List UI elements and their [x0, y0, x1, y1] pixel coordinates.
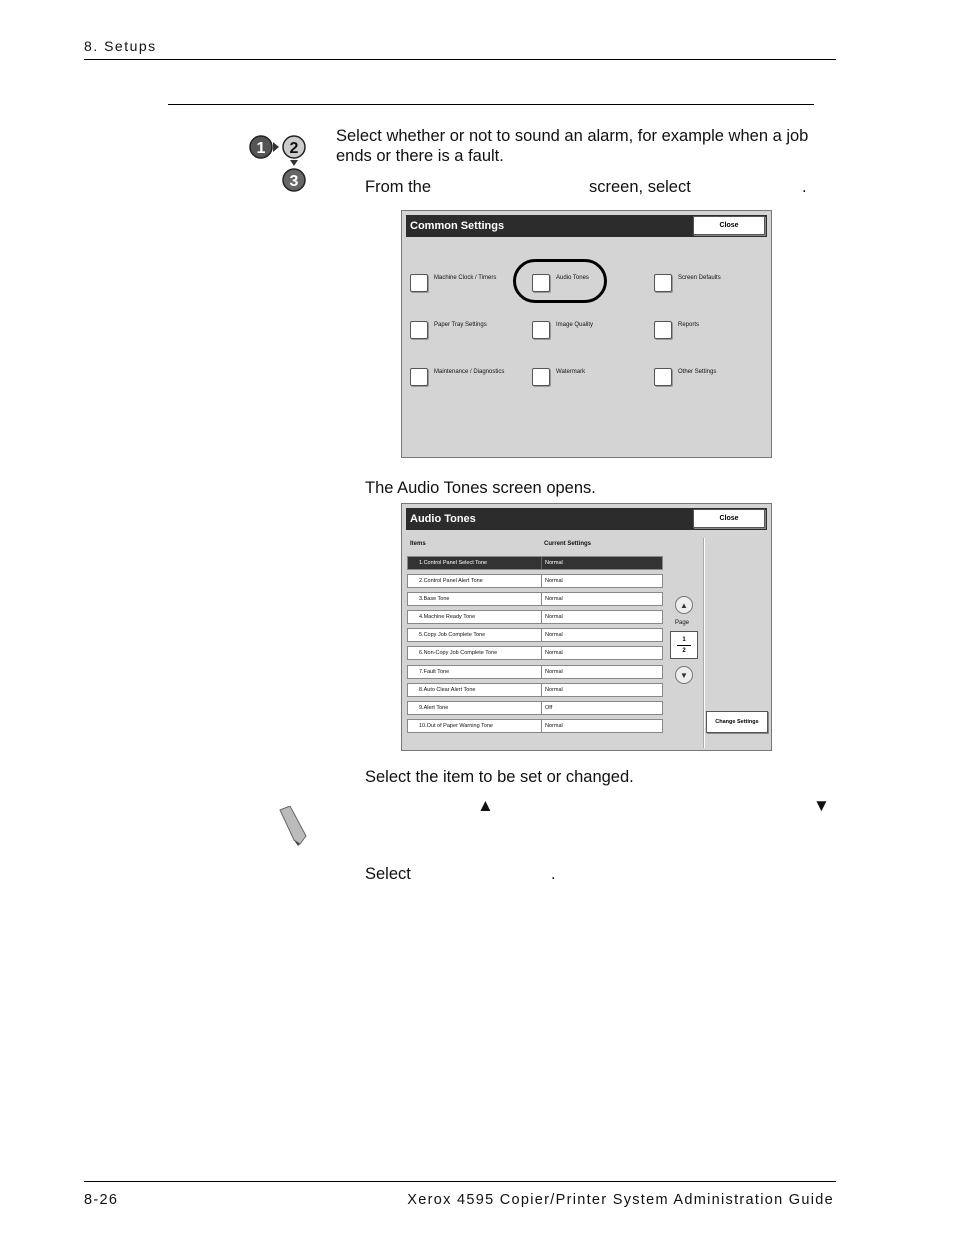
- footer-rule: [84, 1181, 836, 1182]
- total-pages: 2: [682, 647, 686, 654]
- step2-text: The Audio Tones screen opens.: [365, 479, 596, 497]
- guide-title: Xerox 4595 Copier/Printer System Administration Guide: [407, 1192, 834, 1208]
- step1-period: .: [802, 178, 807, 196]
- svg-text:2: 2: [289, 140, 299, 157]
- intro-line-2: ends or there is a fault.: [336, 147, 504, 165]
- common-settings-screen: [401, 210, 772, 458]
- close-button[interactable]: Close: [693, 509, 765, 528]
- running-header: 8. Setups: [84, 38, 157, 54]
- header-rule: [84, 59, 836, 60]
- current-page: 1: [682, 636, 686, 643]
- maintenance-diagnostics-button[interactable]: Maintenance / Diagnostics: [410, 366, 504, 386]
- table-row[interactable]: 9.Alert Tone Off: [407, 701, 663, 715]
- checkbox-icon: [654, 274, 672, 292]
- other-settings-button[interactable]: Other Settings: [654, 366, 716, 386]
- section-rule: [168, 104, 814, 105]
- checkbox-icon: [410, 274, 428, 292]
- up-arrow-icon: ▲: [477, 796, 494, 815]
- current-settings-column-header: Current Settings: [544, 541, 592, 547]
- step4-period: .: [551, 865, 556, 883]
- table-row[interactable]: 7.Fault Tone Normal: [407, 665, 663, 679]
- chevron-up-icon: ▲: [680, 600, 688, 610]
- checkbox-icon: [532, 368, 550, 386]
- image-quality-button[interactable]: Image Quality: [532, 319, 593, 339]
- page-indicator: [670, 631, 698, 659]
- intro-line-1: Select whether or not to sound an alarm, for example when a job: [336, 127, 809, 145]
- page-number: 8-26: [84, 1192, 119, 1208]
- watermark-button[interactable]: Watermark: [532, 366, 585, 386]
- close-button[interactable]: Close: [693, 216, 765, 235]
- panel-divider: [703, 538, 705, 748]
- table-row[interactable]: 1.Control Panel Select Tone Normal: [407, 556, 663, 570]
- step1-from-text: From the: [365, 178, 432, 196]
- table-row[interactable]: 4.Machine Ready Tone Normal: [407, 610, 663, 624]
- note-pencil-icon: [276, 806, 310, 846]
- svg-text:1: 1: [256, 140, 266, 157]
- step4-select-text: Select: [365, 865, 411, 883]
- table-row[interactable]: 10.Out of Paper Warning Tone Normal: [407, 719, 663, 733]
- scroll-down-button[interactable]: [675, 666, 693, 684]
- change-settings-button[interactable]: Change Settings: [706, 711, 768, 733]
- table-row[interactable]: 6.Non-Copy Job Complete Tone Normal: [407, 646, 663, 660]
- steps-icon: [248, 132, 310, 194]
- step3-text: Select the item to be set or changed.: [365, 768, 634, 786]
- items-column-header: Items: [410, 541, 426, 547]
- screen-defaults-button[interactable]: Screen Defaults: [654, 272, 721, 292]
- checkbox-icon: [410, 321, 428, 339]
- table-row[interactable]: 3.Base Tone Normal: [407, 592, 663, 606]
- table-row[interactable]: 2.Control Panel Alert Tone Normal: [407, 574, 663, 588]
- audio-tones-screen: [401, 503, 772, 751]
- common-settings-title: Common Settings: [406, 215, 767, 237]
- checkbox-icon: [654, 321, 672, 339]
- checkbox-icon: [410, 368, 428, 386]
- table-row[interactable]: 5.Copy Job Complete Tone Normal: [407, 628, 663, 642]
- step1-screen-text: screen, select: [589, 178, 691, 196]
- checkbox-icon: [654, 368, 672, 386]
- audio-tones-button[interactable]: Audio Tones: [532, 272, 589, 292]
- audio-tones-title: Audio Tones: [406, 508, 767, 530]
- paper-tray-settings-button[interactable]: Paper Tray Settings: [410, 319, 487, 339]
- audio-tones-highlight-ring: [513, 259, 607, 303]
- svg-text:3: 3: [289, 173, 299, 190]
- chevron-down-icon: ▼: [680, 670, 688, 680]
- page-label: Page: [675, 620, 690, 626]
- checkbox-icon: [532, 321, 550, 339]
- machine-clock-timers-button[interactable]: Machine Clock / Timers: [410, 272, 496, 292]
- table-row[interactable]: 8.Auto Clear Alert Tone Normal: [407, 683, 663, 697]
- reports-button[interactable]: Reports: [654, 319, 699, 339]
- scroll-up-button[interactable]: [675, 596, 693, 614]
- down-arrow-icon: ▼: [813, 796, 830, 815]
